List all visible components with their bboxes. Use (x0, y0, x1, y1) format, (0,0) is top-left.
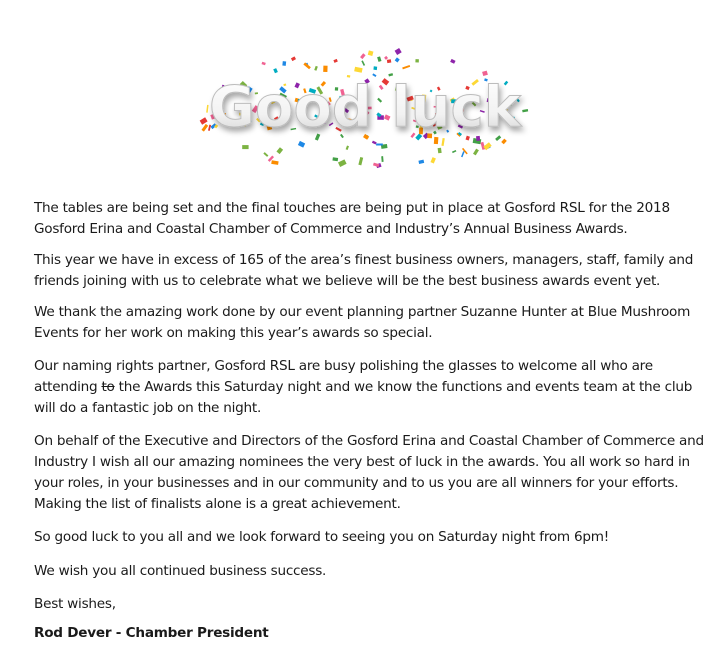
confetti-piece (438, 148, 442, 154)
confetti-piece (395, 57, 400, 62)
confetti-piece (262, 62, 266, 66)
paragraph-line: So good luck to you all and we look forward to seeing you on Saturday night from 6pm! (34, 529, 609, 545)
confetti-piece (273, 68, 278, 73)
confetti-piece (338, 159, 347, 167)
confetti-piece (415, 59, 419, 62)
paragraph-7 (34, 561, 704, 582)
confetti-piece (395, 48, 402, 55)
confetti-piece (461, 151, 465, 157)
confetti-piece (473, 149, 479, 156)
confetti-piece (298, 141, 305, 148)
good-luck-banner (195, 38, 535, 188)
confetti-piece (384, 56, 388, 60)
confetti-piece (373, 163, 379, 167)
paragraph-5 (34, 431, 704, 515)
confetti-piece (291, 56, 296, 61)
paragraph-line: Industry I wish all our amazing nominees the very best of luck in the awards. You all work so hard in (34, 454, 690, 470)
paragraph-line: Gosford Erina and Coastal Chamber of Commerce and Industry’s Annual Business Awards. (34, 221, 628, 237)
confetti-piece (418, 160, 424, 164)
confetti-piece (276, 147, 283, 154)
confetti-piece (376, 144, 383, 146)
paragraph-line: We wish you all continued business success. (34, 563, 327, 579)
confetti-piece (263, 152, 268, 157)
struck-word: to (101, 379, 115, 395)
paragraph-line: Events for her work on making this year’s awards so special. (34, 325, 433, 341)
paragraph-line: This year we have in excess of 165 of the area’s finest business owners, managers, staff, family and (34, 252, 694, 268)
confetti-piece (372, 141, 377, 145)
paragraph-6 (34, 527, 704, 548)
confetti-piece (361, 60, 365, 65)
confetti-piece (323, 66, 327, 72)
confetti-piece (242, 145, 248, 149)
paragraph-line: The tables are being set and the final touches are being put in place at Gosford RSL for the 2018 (34, 200, 670, 216)
confetti-piece (452, 150, 456, 153)
confetti-piece (271, 160, 278, 165)
confetti-graphic (195, 38, 535, 188)
confetti-piece (402, 65, 410, 69)
text-segment: the Awards this Saturday night and we know the functions and events team at the club (114, 379, 693, 395)
paragraph-line: Making the list of finalists alone is a great achievement. (34, 496, 401, 512)
confetti-piece (333, 59, 337, 63)
confetti-piece (314, 66, 318, 71)
confetti-piece (377, 56, 381, 62)
closing-text: Best wishes, (34, 596, 116, 612)
confetti-piece (354, 67, 362, 73)
paragraph-line: your roles, in your businesses and in our community and to us you are all winners for your efforts. (34, 475, 679, 491)
paragraph-line: Our naming rights partner, Gosford RSL are busy polishing the glasses to welcome all who are (34, 358, 653, 374)
confetti-piece (522, 109, 528, 112)
confetti-piece (381, 156, 383, 162)
confetti-piece (430, 157, 435, 163)
confetti-piece (373, 66, 377, 70)
paragraph-line: We thank the amazing work done by our event planning partner Suzanne Hunter at Blue Mushroom (34, 304, 691, 320)
confetti-piece (201, 124, 208, 132)
text-segment: attending (34, 379, 102, 395)
confetti-piece (368, 50, 374, 56)
paragraph-line: will do a fantastic job on the night. (34, 400, 262, 416)
confetti-piece (200, 117, 208, 124)
banner-headline: Good luck (209, 75, 521, 140)
paragraph-line: On behalf of the Executive and Directors of the Gosford Erina and Coastal Chamber of Commerce and (34, 433, 704, 449)
confetti-piece (346, 146, 349, 150)
paragraph-line: friends joining with us to celebrate what we believe will be the best business awards event yet. (34, 273, 661, 289)
paragraph-line (34, 377, 704, 398)
signature: Rod Dever - Chamber President (34, 625, 269, 641)
paragraph-1 (34, 198, 704, 240)
paragraph-2 (34, 250, 704, 292)
confetti-piece (332, 157, 338, 161)
confetti-piece (387, 59, 391, 63)
confetti-piece (358, 157, 363, 165)
confetti-piece (360, 53, 366, 59)
confetti-piece (282, 61, 286, 66)
closing-line (34, 594, 704, 615)
paragraph-4 (34, 356, 704, 419)
paragraph-3 (34, 302, 704, 344)
confetti-piece (450, 59, 455, 64)
